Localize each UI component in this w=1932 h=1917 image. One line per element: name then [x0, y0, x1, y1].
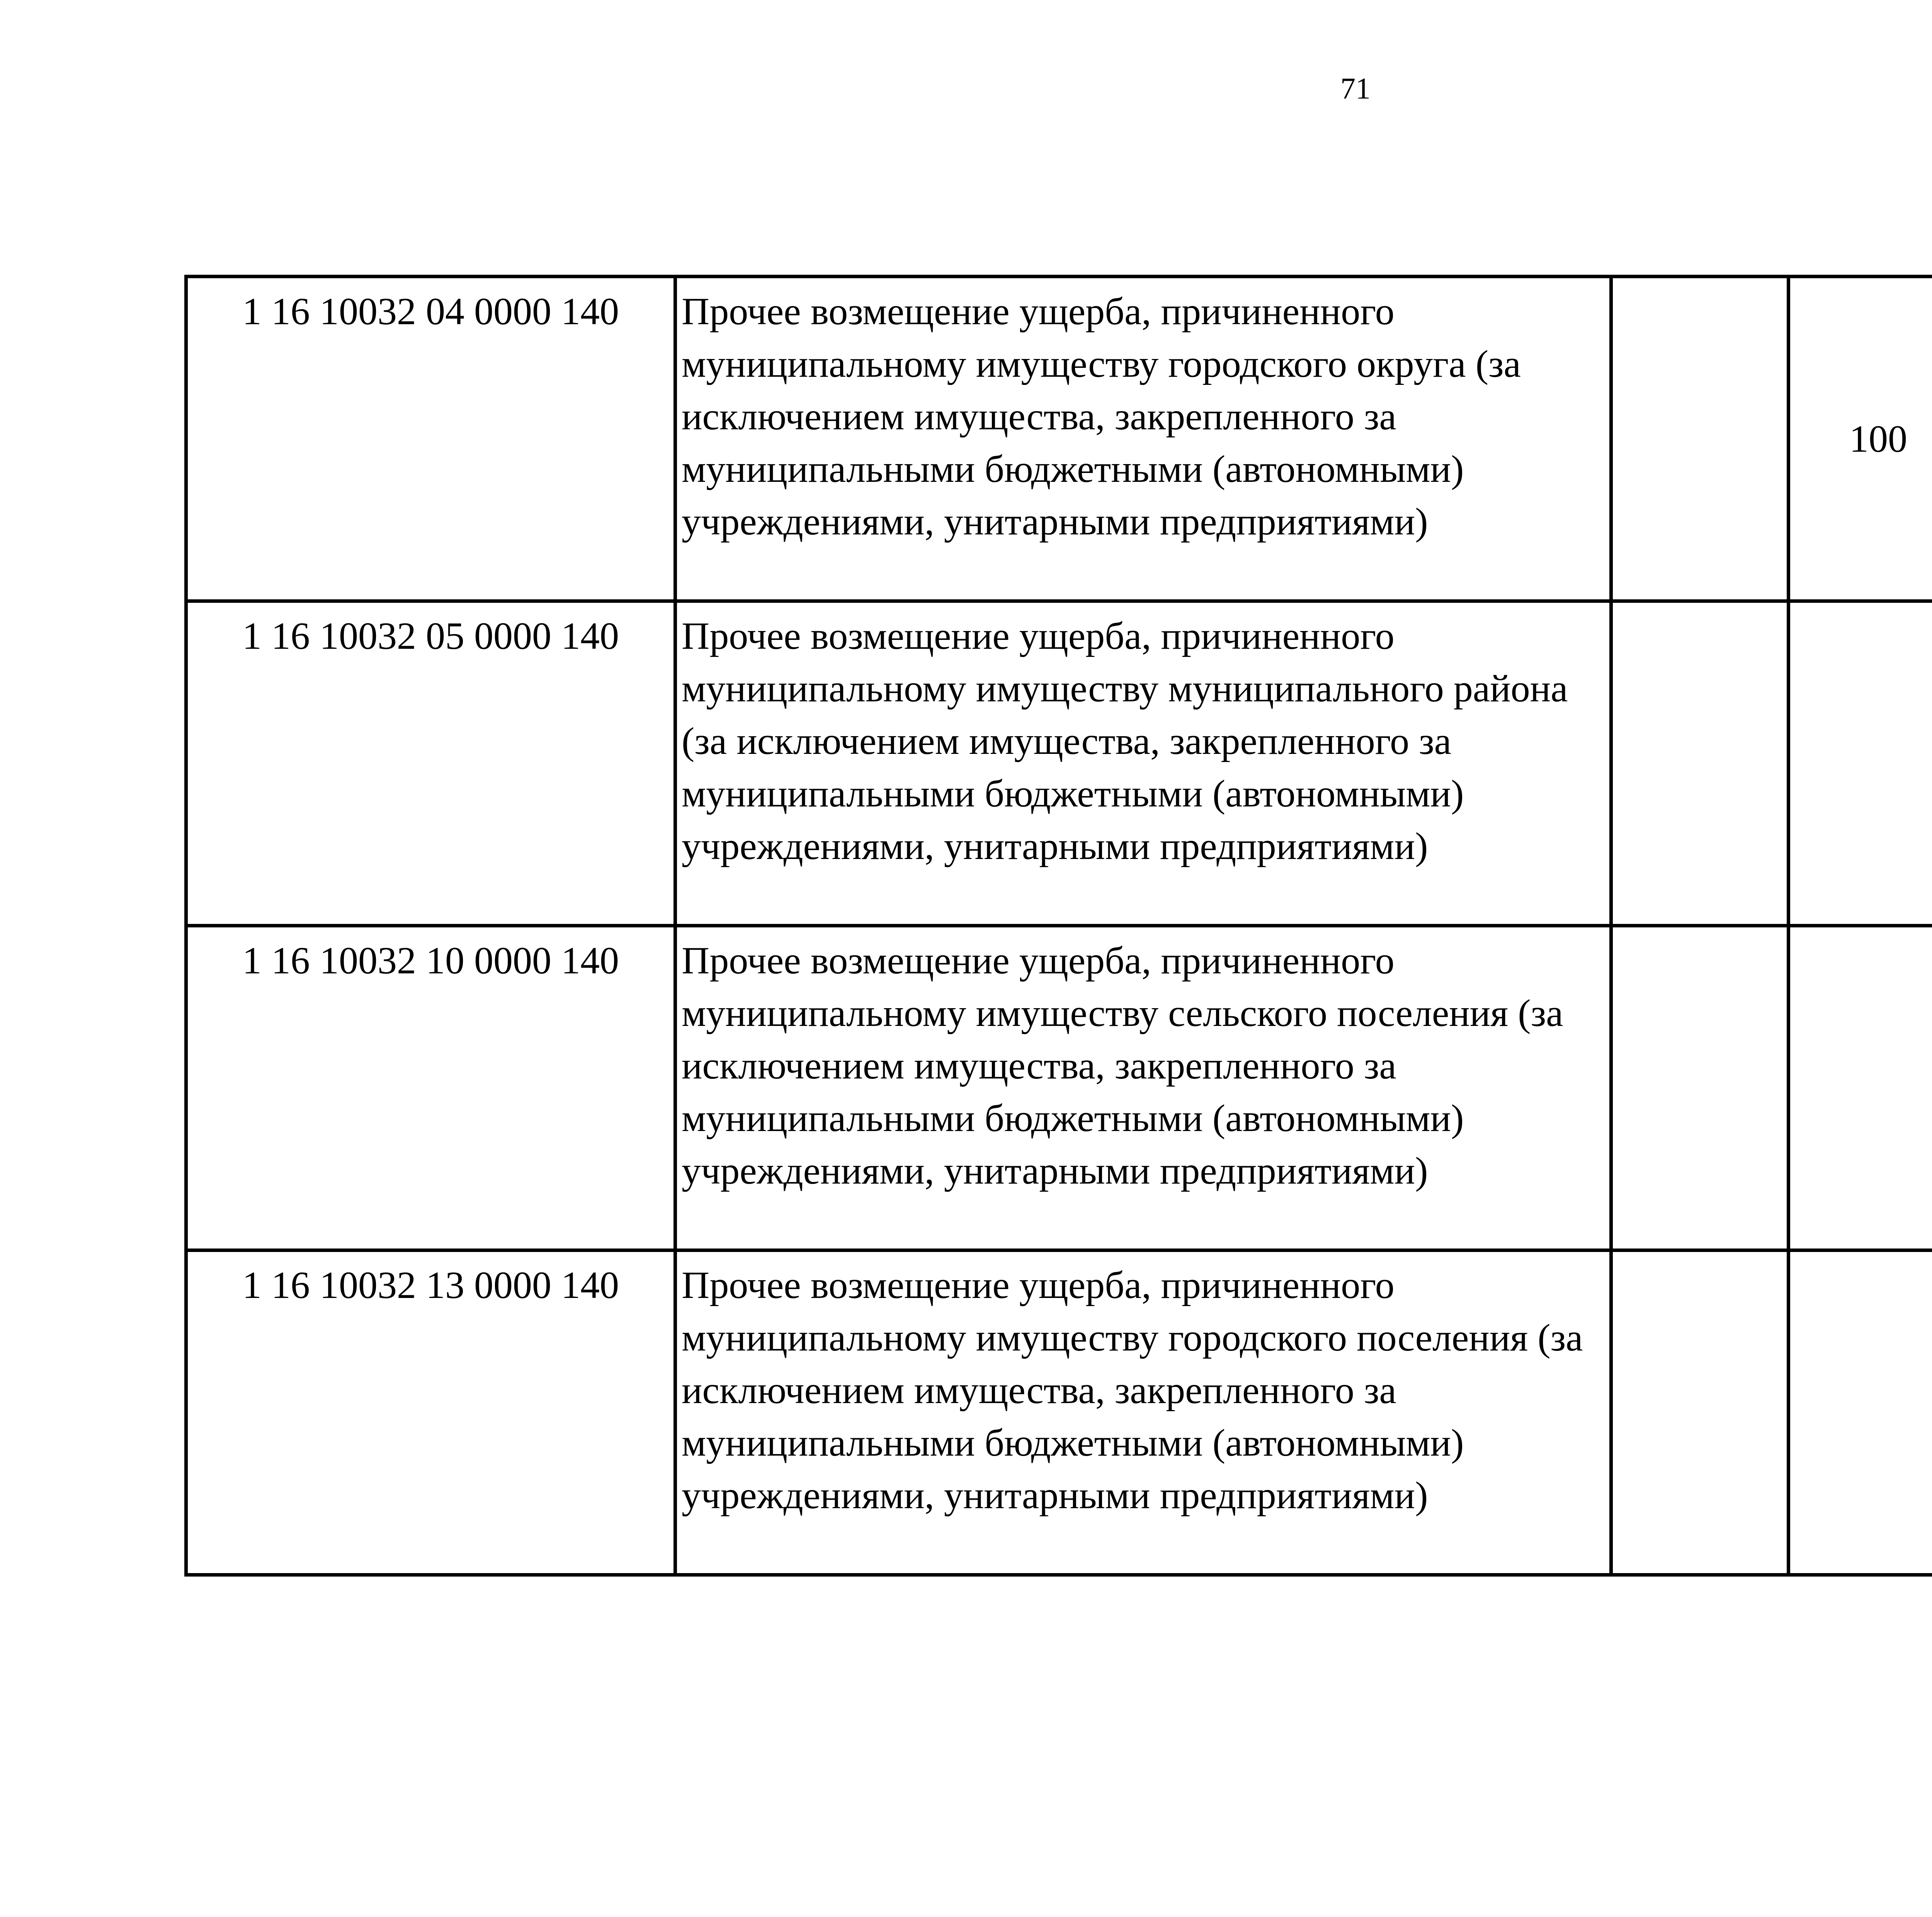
row-code-cell: 1 16 10032 10 0000 140	[186, 926, 675, 1250]
table-row	[186, 1250, 1932, 1575]
row-description-cell: Прочее возмещение ущерба, причиненного муниципальному имуществу городского поселения (за исключением имущества, закрепленного за муниципальными бюджетными (автономными) учреждениями, унитарными предприятиями)	[675, 1250, 1611, 1575]
budget-classification-table	[184, 275, 1932, 1577]
table-row	[186, 277, 1932, 601]
page-number: 71	[1340, 71, 1371, 105]
table-row	[186, 601, 1932, 926]
value-cell-col2	[1789, 1250, 1932, 1575]
table-row	[186, 926, 1932, 1250]
value-cell-col2	[1789, 601, 1932, 926]
value-cell-col1	[1611, 1250, 1789, 1575]
row-code-cell: 1 16 10032 04 0000 140	[186, 277, 675, 601]
value-cell-col1	[1611, 926, 1789, 1250]
value-cell-col1	[1611, 601, 1789, 926]
row-code-cell: 1 16 10032 13 0000 140	[186, 1250, 675, 1575]
value-cell-col2	[1789, 926, 1932, 1250]
row-description-cell: Прочее возмещение ущерба, причиненного муниципальному имуществу городского округа (за исключением имущества, закрепленного за муниципальными бюджетными (автономными) учреждениями, унитарными предприятиями)	[675, 277, 1611, 601]
row-description-cell: Прочее возмещение ущерба, причиненного муниципальному имуществу муниципального района (за исключением имущества, закрепленного за муниципальными бюджетными (автономными) учреждениями, унитарными предприятиями)	[675, 601, 1611, 926]
value-cell-col2: 100	[1789, 277, 1932, 601]
row-description-cell: Прочее возмещение ущерба, причиненного муниципальному имуществу сельского поселения (за исключением имущества, закрепленного за муниципальными бюджетными (автономными) учреждениями, унитарными предприятиями)	[675, 926, 1611, 1250]
value-cell-col1	[1611, 277, 1789, 601]
row-code-cell: 1 16 10032 05 0000 140	[186, 601, 675, 926]
